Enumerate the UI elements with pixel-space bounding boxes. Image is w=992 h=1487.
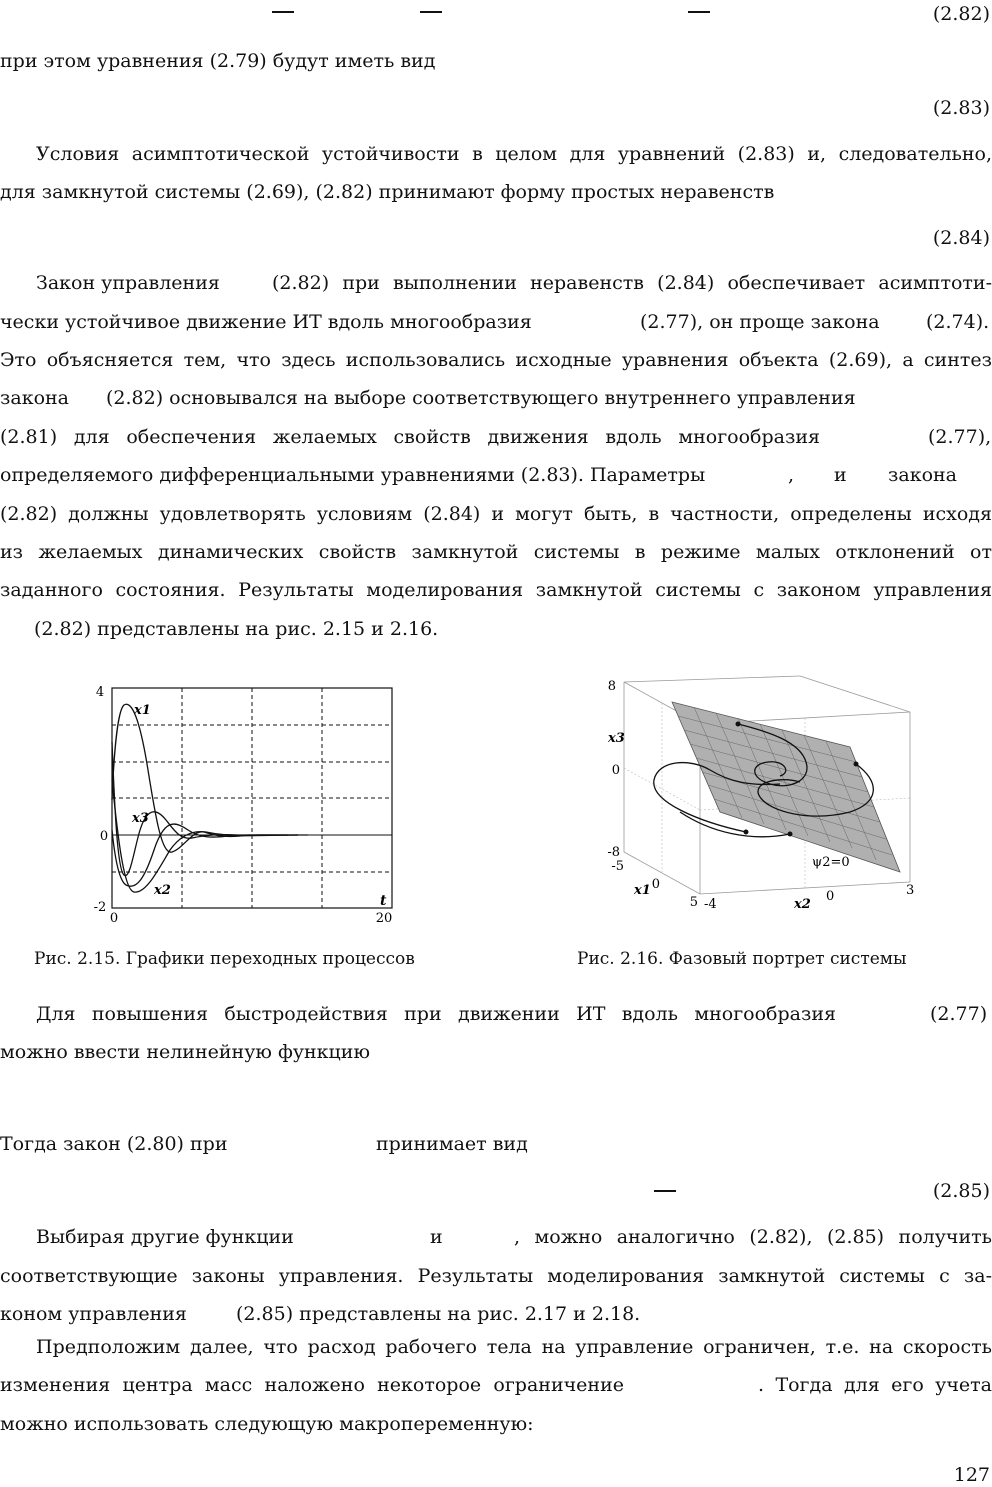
- z-axis-label: x3: [608, 731, 625, 746]
- grid-lines: [112, 688, 392, 908]
- page-number: 127: [953, 1464, 990, 1486]
- paragraph-line: Это объясняется тем, что здесь использовались исходные уравнения объекта (2.69), а синтез: [0, 349, 992, 371]
- figure-caption: Рис. 2.16. Фазовый портрет системы: [577, 949, 907, 969]
- x2-tick-label: 3: [906, 883, 915, 898]
- x1-tick-label: 5: [689, 895, 698, 910]
- paragraph-line: (2.81) для обеспечения желаемых свойств движения вдоль многообразия: [0, 426, 820, 448]
- paragraph-line: заданного состояния. Результаты моделирования замкнутой системы с законом управления: [0, 579, 992, 601]
- figure-2-15-transient-plot: [88, 680, 408, 930]
- x1-tick-label: 0: [651, 877, 660, 892]
- figure-2-16-phase-portrait: [600, 672, 930, 916]
- paragraph-line: (2.82) представлены на рис. 2.15 и 2.16.: [34, 618, 439, 640]
- series-label-x2: x2: [154, 883, 171, 898]
- z-tick-label: 8: [607, 679, 616, 694]
- paragraph-line: (2.74).: [926, 311, 990, 333]
- equation-number: (2.82): [932, 3, 990, 25]
- z-tick-label: -8: [607, 845, 620, 860]
- x2-curve: [112, 824, 298, 886]
- surface-psi2: [672, 702, 900, 872]
- fraction-bar: [654, 1190, 676, 1192]
- paragraph-line: соответствующие законы управления. Результаты моделирования замкнутой системы с за-: [0, 1265, 992, 1287]
- paragraph-line: изменения центра масс наложено некоторое ограничение: [0, 1374, 624, 1396]
- paragraph-line: Для повышения быстродействия при движении ИТ вдоль многообразия: [36, 1003, 836, 1025]
- surface-label: ψ2=0: [812, 855, 850, 870]
- paragraph-line: закона: [0, 387, 69, 409]
- paragraph-line: Закон управления: [36, 272, 220, 294]
- x1-axis-label: x1: [634, 883, 651, 898]
- equation-number: (2.85): [932, 1180, 990, 1202]
- y-tick-label: 0: [99, 829, 109, 844]
- paragraph-line: коном управления: [0, 1303, 187, 1325]
- x4-curve: [112, 780, 308, 892]
- equation-number: (2.84): [932, 227, 990, 249]
- paragraph-line: для замкнутой системы (2.69), (2.82) принимают форму простых неравенств: [0, 181, 775, 203]
- series-label-x1: x1: [134, 703, 151, 718]
- paragraph-line: из желаемых динамических свойств замкнутой системы в режиме малых отклонений от: [0, 541, 992, 563]
- paragraph-line: закона: [888, 464, 957, 486]
- paragraph-line: , можно аналогично (2.82), (2.85) получить: [514, 1226, 992, 1248]
- figure-caption: Рис. 2.15. Графики переходных процессов: [34, 949, 415, 969]
- x2-axis-label: x2: [794, 897, 811, 912]
- paragraph-line: Условия асимптотической устойчивости в целом для уравнений (2.83) и, следовательно,: [36, 143, 992, 165]
- paragraph-line: и: [834, 464, 847, 486]
- paragraph-line: (2.82) основывался на выборе соответствующего внутреннего управления: [106, 387, 856, 409]
- paragraph-line: Выбирая другие функции: [36, 1226, 294, 1248]
- x1-tick-label: -5: [611, 859, 624, 874]
- paragraph-line: ,: [788, 464, 795, 486]
- fraction-bar: [688, 11, 710, 13]
- x-tick-label: 20: [375, 911, 393, 926]
- equation-number: (2.83): [932, 97, 990, 119]
- paragraph-line: чески устойчивое движение ИТ вдоль многообразия: [0, 311, 532, 333]
- x2-tick-label: -4: [704, 897, 717, 912]
- x2-tick-label: 0: [826, 889, 835, 904]
- z-tick-label: 0: [611, 763, 620, 778]
- y-tick-label: -2: [93, 900, 107, 915]
- paragraph-line: (2.77): [930, 1003, 988, 1025]
- paragraph-line: принимает вид: [376, 1133, 528, 1155]
- paragraph-line: Предположим далее, что расход рабочего тела на управление ограничен, т.е. на скорость: [36, 1336, 992, 1358]
- paragraph-line: при этом уравнения (2.79) будут иметь вид: [0, 50, 436, 72]
- series-label-x3: x3: [132, 811, 149, 826]
- paragraph-line: (2.77), он проще закона: [640, 311, 880, 333]
- paragraph-line: (2.77),: [928, 426, 992, 448]
- paragraph-line: (2.82) должны удовлетворять условиям (2.84) и могут быть, в частности, определены исходя: [0, 503, 992, 525]
- fraction-bar: [272, 11, 294, 13]
- paragraph-line: Тогда закон (2.80) при: [0, 1133, 228, 1155]
- x-tick-label: 0: [109, 911, 119, 926]
- fraction-bar: [420, 11, 442, 13]
- paragraph-line: (2.85) представлены на рис. 2.17 и 2.18.: [236, 1303, 641, 1325]
- paragraph-line: можно ввести нелинейную функцию: [0, 1041, 370, 1063]
- paragraph-line: (2.82) при выполнении неравенств (2.84) обеспечивает асимптоти-: [272, 272, 992, 294]
- x-axis-label: t: [380, 893, 387, 909]
- paragraph-line: . Тогда для его учета: [758, 1374, 992, 1396]
- y-tick-label: 4: [95, 685, 105, 700]
- paragraph-line: можно использовать следующую макропеременную:: [0, 1413, 534, 1435]
- paragraph-line: и: [430, 1226, 443, 1248]
- paragraph-line: определяемого дифференциальными уравнениями (2.83). Параметры: [0, 464, 706, 486]
